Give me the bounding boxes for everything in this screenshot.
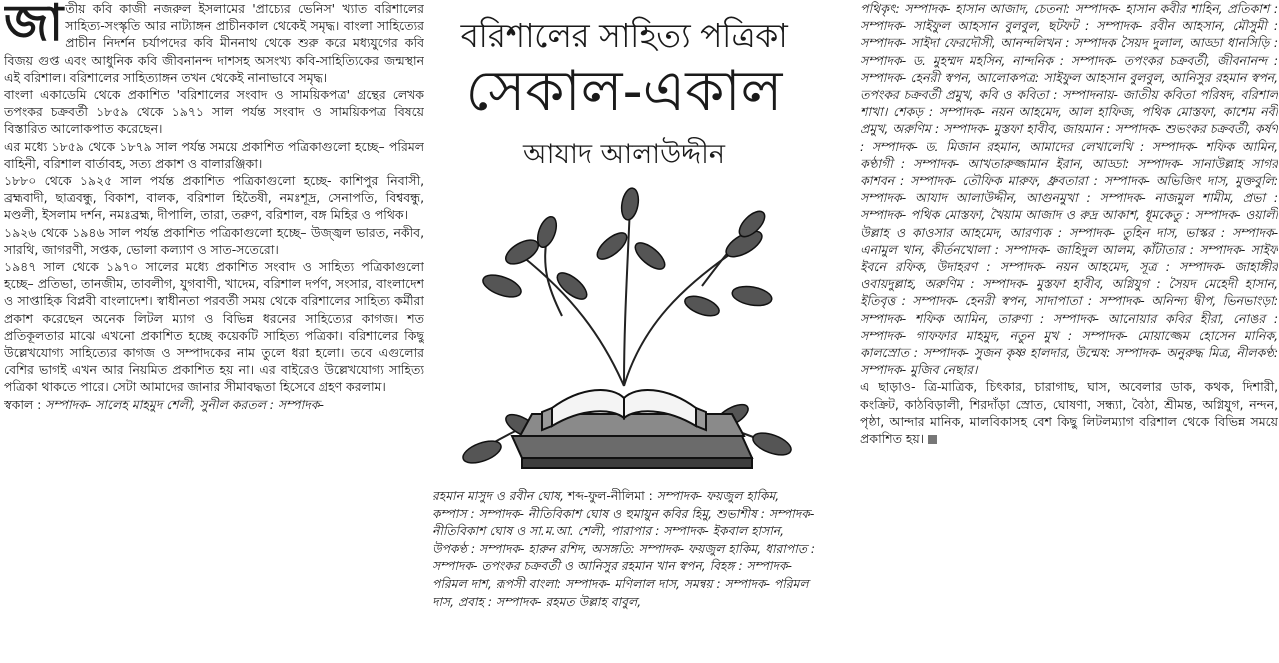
editor-text: সম্পাদক- সালেহ মাহমুদ শেলী, সুনীল করতল : সম্পাদক-	[45, 396, 324, 412]
books-leaves-illustration	[452, 186, 796, 482]
closing-text: এ ছাড়াও- ত্রি-মাত্রিক, চিৎকার, চারাগাছ, ঘাস, অবেলার ডাক, কথক, দিশারী, কংক্রিট, কাঠবিড়ালী, শিরদাঁড়া স্রোত, ঘোষণা, সন্ধ্যা, বৈঠা, শ্রীমন্ত, অগ্নিযুগ, নন্দন, পৃষ্ঠা, আন্দার মানিক, মালবিকাসহ বেশ কিছু লিটলম্যাগ বরিশাল থেকে বিভিন্ন সময়ে প্রকাশিত হয়।	[860, 379, 1278, 447]
magazine-list: পথিকৃৎ: সম্পাদক- হাসান আজাদ, চেতনা: সম্পাদক- হাসান কবীর শাহিন, প্রতিকাশ : সম্পাদক- সাইফুল আহসান বুলবুল, ছটফট : সম্পাদক- রবীন আহসান, মৌসুমী : সম্পাদক- সাইদা ফেরদৌসী, আনন্দলিখন : সম্পাদক সৈয়দ দুলাল, আড্ডা ধানসিড়ি : সম্পাদক- ড. মুহম্মদ মহসিন, নান্দনিক : সম্পাদক- তপংকর চক্রবর্তী, জীবনানন্দ : সম্পাদক- হেনরী স্বপন, আলোকপত্র: সাইফুল আহসান বুলবুল, আনিসুর রহমান স্বপন, তপংকর চক্রবর্তী প্রমুখ, কবি ও কবিতা : সম্পাদনায়- জাতীয় কবিতা পরিষদ, বরিশাল শাখা। শেকড় : সম্পাদক- নয়ন আহমেদ, আল হাফিজ, পথিক মোস্তফা, কাশেম নবী প্রমুখ, অরুণিম : সম্পাদক- মুস্তফা হাবীব, জায়মান : সম্পাদক- শুভংকর চক্রবর্তী, কর্ষণ : সম্পাদক- ড. মিজান রহমান, আমাদের লেখালেখি : সম্পাদক- শফিক আমিন, কণ্ঠাগী : সম্পাদক- আখতারুজ্জামান ইরান, আড্ডা: সম্পাদক- সানাউল্লাহ সাগর কাশবন : সম্পাদক- তৌফিক মারুফ, ধ্রুবতারা : সম্পাদক- অভিজিৎ দাস, মুক্তবুলি: সম্পাদক- আযাদ আলাউদ্দীন, আগুনমুখা : সম্পাদক- নাজমুল শামীম, প্রভা : সম্পাদক- পথিক মোস্তফা, খৈয়াম আজাদ ও রুদ্র আকাশ, ধূমকেতু : সম্পাদক- ওয়ালী উল্লাহ ও কাওসার আহমেদ, আরণ্যক : সম্পাদক- তুহিন দাস, ভাস্কর : সম্পাদক- এনামুল খান, কীর্তনখোলা : সম্পাদক- জাহিদুল আলম, কাঁটাতার : সম্পাদক- সাইফ ইবনে রফিক, উদাহরণ : সম্পাদক- নয়ন আহমেদ, সূত্র : সম্পাদক- জাহাঙ্গীর ওবায়দুল্লাহ, অরুণিম : সম্পাদক- মুস্তফা হাবীব, অগ্নিযুগ : সৈয়দ মেহেদী হাসান, ইতিবৃত্ত : সম্পাদক- হেনরী স্বপন, সাদাপাতা : সম্পাদক- অনিন্দ্য দ্বীপ, ভিনভাংড়া: সম্পাদক- শফিক আমিন, তারুণ্য : সম্পাদক- আনোয়ার কবির হীরা, নোঙর : সম্পাদক- গাফফার মাহমুদ, নতুন মুখ : সম্পাদক- মোয়াজ্জেম হোসেন মানিক, কালস্রোত : সম্পাদক- সুজন কৃষ্ণ হালদার, উন্মেষ: সম্পাদক- অনুরুদ্ধ মিত্র, নীলকণ্ঠ: সম্পাদক- মুজিব নেছার।	[860, 1, 1278, 378]
headline-line-2: সেকাল-একাল	[465, 59, 783, 124]
headline-line-1: বরিশালের সাহিত্য পত্রিকা	[460, 16, 788, 55]
paragraph-1: তীয় কবি কাজী নজরুল ইসলামের 'প্রাচ্যের ভেনিস' খ্যাত বরিশালের সাহিত্য-সংস্কৃতি আর নাট্যাঙ্গন প্রাচীনকাল থেকেই সমৃদ্ধ। বাংলা সাহিত্যের প্রাচীন নিদর্শন চর্যাপদের কবি মীননাথ থেকে শুরু করে মধ্যযুগের কবি বিজয় গুপ্ত এবং আধুনিক কবি জীবনানন্দ দাশসহ অসংখ্য কবি-সাহিত্যিকের জন্মস্থান এই বরিশাল। বরিশালের সাহিত্যাঙ্গন তখন থেকেই নানাভাবে সমৃদ্ধ।	[4, 1, 424, 85]
paragraph-2: বাংলা একাডেমি থেকে প্রকাশিত 'বরিশালের সংবাদ ও সাময়িকপত্র' গ্রন্থের লেখক তপংকর চক্রবর্তী ১৮৫৯ থেকে ১৯৭১ সাল পর্যন্ত সংবাদ ও সাময়িকপত্র বিষয়ে বিস্তারিত আলোকপাত করেছেন।	[4, 87, 424, 137]
paragraph-3: এর মধ্যে ১৮৫৯ থেকে ১৮৭৯ সাল পর্যন্ত সময়ে প্রকাশিত পত্রিকাগুলো হচ্ছে– পরিমল বাহিনী, বরিশাল বার্তাবহ, সত্য প্রকাশ ও বালারঞ্জিকা।	[4, 138, 424, 171]
closing-paragraph	[860, 378, 1278, 447]
article-middle-column	[432, 0, 816, 663]
editor-names: রহমান মাসুদ ও রবীন ঘোষ,	[432, 489, 568, 503]
magazine-list: সম্পাদক- ফয়জুল হাকিম, কম্পাস : সম্পাদক- নীতিবিকাশ ঘোষ ও হুমায়ুন কবির হিমু, শুভাশীষ : সম্পাদক- নীতিবিকাশ ঘোষ ও সা.ম.আ. শেলী, পারাপার : সম্পাদক- ইকবাল হাসান, উপকণ্ঠ : সম্পাদক- হারুন রশিদ, অসঙ্গতি: সম্পাদক- ফয়জুল হাকিম, ধারাপাত : সম্পাদক- তপংকর চক্রবর্তী ও আনিসুর রহমান খান স্বপন, বিহঙ্গ : সম্পাদক- পরিমল দাশ, রূপসী বাংলা: সম্পাদক- মণিলাল দাস, সমন্বয় : সম্পাদক- পরিমল দাস, প্রবাহ : সম্পাদক- রহমত উল্লাহ বাবুল,	[432, 489, 816, 609]
middle-column-text	[432, 488, 816, 611]
article-left-column	[4, 0, 424, 663]
byline: আযাদ আলাউদ্দীন	[523, 139, 725, 170]
drop-cap: জা	[4, 0, 62, 52]
magazine-name: স্বকাল :	[4, 396, 46, 412]
paragraph-4: ১৮৮০ থেকে ১৯২৫ সাল পর্যন্ত প্রকাশিত পত্রিকাগুলো হচ্ছে- কাশিপুর নিবাসী, ব্রহ্মবাদী, ছাত্রবন্ধু, বিকাশ, বালক, বরিশাল হিতৈষী, নমঃশূদ্র, সেনাপতি, বিশ্ববন্ধু, মণ্ডলী, ইসলাম দর্শন, নমঃব্রহ্ম, দীপালি, তারা, তরুণ, বরিশাল, বঙ্গ মিহির ও পথিক।	[4, 173, 424, 223]
paragraph-6: ১৯৪৭ সাল থেকে ১৯৭০ সালের মধ্যে প্রকাশিত সংবাদ ও সাহিত্য পত্রিকাগুলো হচ্ছে– প্রতিভা, তানজীম, তাবলীগ, যুগবাণী, খাদেম, বরিশাল দর্পণ, সংসার, বাংলাদেশ ও সাপ্তাহিক বিপ্লবী বাংলাদেশ। স্বাধীনতা পরবর্তী সময় থেকে বরিশালের সাহিত্য কর্মীরা প্রকাশ করেছেন অনেক লিটল ম্যাগ ও বিভিন্ন ধরনের সাহিত্যের কাগজ। শত প্রতিকূলতার মাঝে এখনো প্রকাশিত হচ্ছে কয়েকটি সাহিত্য পত্রিকা। বরিশালের কিছু উল্লেখযোগ্য সাহিত্যের কাগজ ও সম্পাদকের নাম তুলে ধরা হলো। তবে এগুলোর বেশির ভাগই এখন আর নিয়মিত প্রকাশিত হয় না। এর বাইরেও উল্লেখযোগ্য সাহিত্য পত্রিকা থাকতে পারে। সেটা আমাদের জানার সীমাবদ্ধতা হিসেবে গ্রহণ করলাম।	[4, 259, 424, 395]
end-mark-icon	[928, 435, 937, 444]
article-right-column	[860, 0, 1278, 663]
magazine-name: শব্দ-ফুল-নীলিমা :	[567, 489, 657, 503]
paragraph-5: ১৯২৬ থেকে ১৯৪৬ সাল পর্যন্ত প্রকাশিত পত্রিকাগুলো হচ্ছে– উজ্জ্বল ভারত, নকীব, সারথি, জাগরণী, সপ্তক, ভোলা কল্যাণ ও সাত-সতেরো।	[4, 224, 424, 257]
paragraph-7	[4, 396, 424, 413]
article-intro-paragraph	[4, 0, 424, 86]
